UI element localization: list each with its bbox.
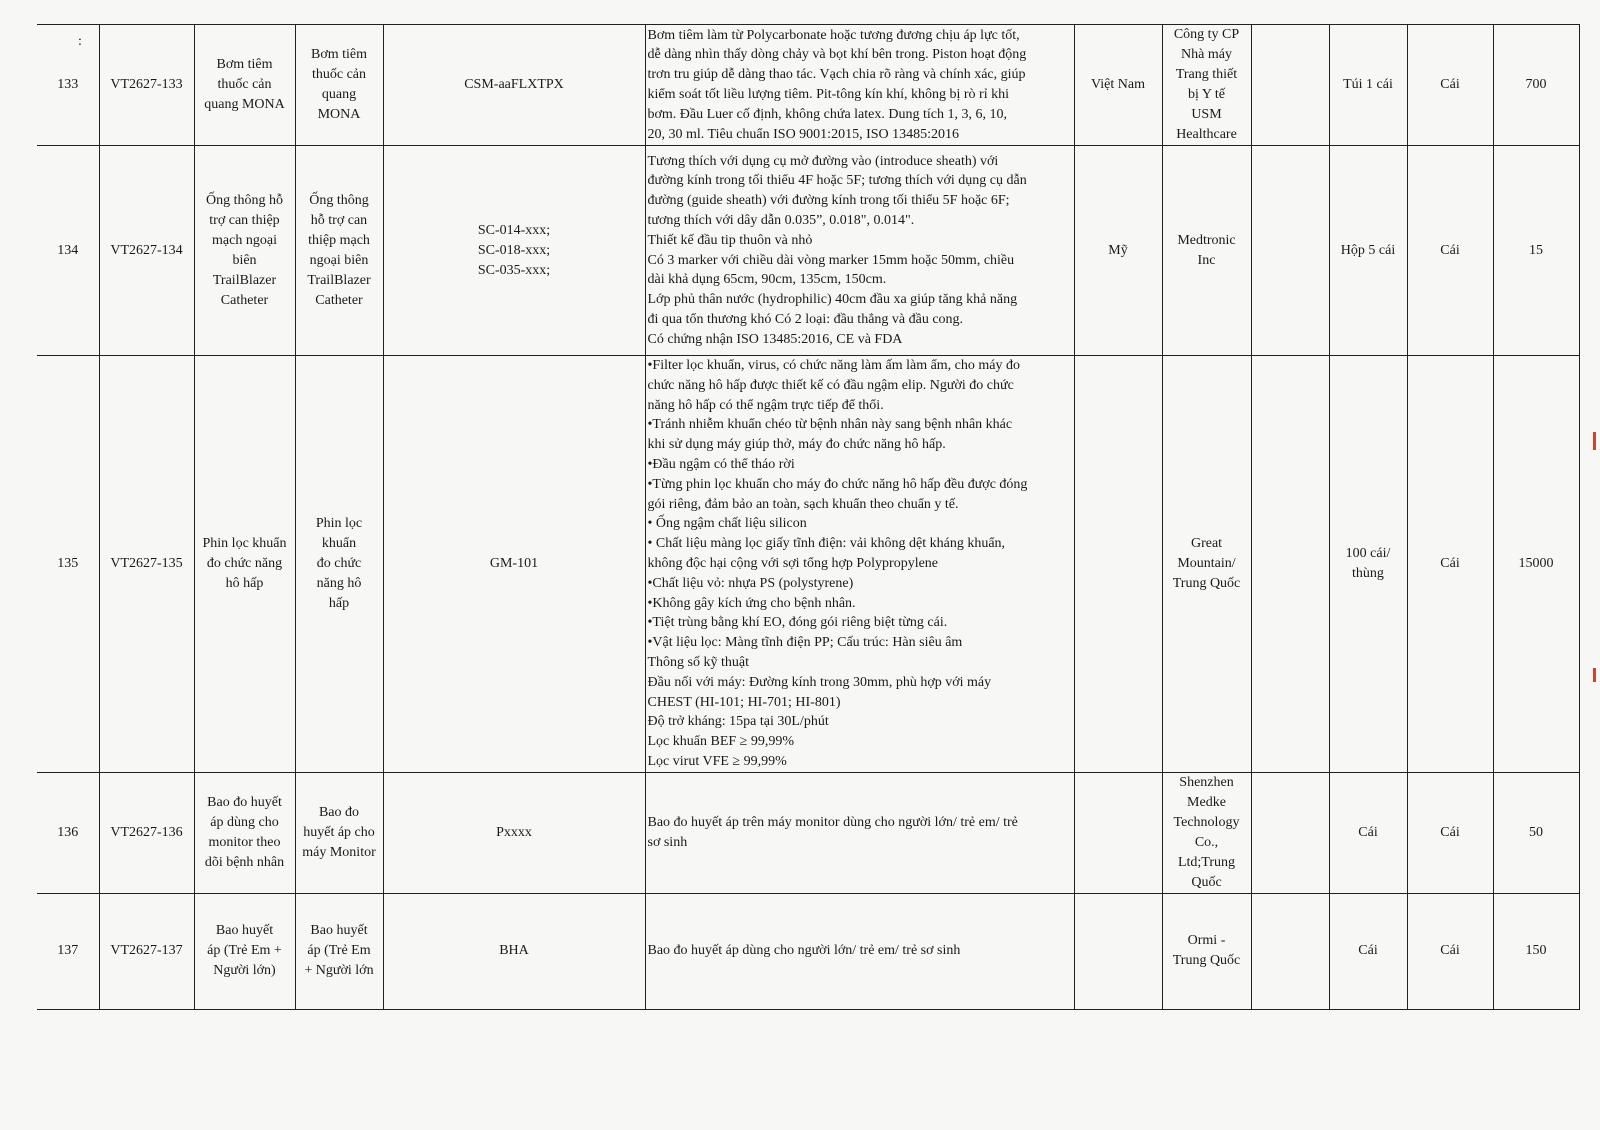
manufacturer-line: bị Y tế — [1187, 87, 1226, 102]
trade-name-cell — [295, 893, 383, 1009]
item-code-cell — [99, 146, 194, 356]
manufacturer-line: Co., — [1194, 834, 1219, 850]
item-code: VT2627-136 — [110, 824, 183, 840]
unit: Cái — [1440, 77, 1460, 92]
model-line: SC-035-xxx; — [477, 262, 551, 278]
description-line: Bơm tiêm làm từ Polycarbonate hoặc tương đương chịu áp lực tốt, — [647, 27, 1020, 43]
description-line: không độc hại cộng với sợi tổng hợp Polypropylene — [647, 555, 939, 571]
origin-cell — [1074, 772, 1162, 893]
trade-name-cell — [295, 25, 383, 146]
manufacturer-line: USM — [1191, 107, 1222, 122]
item-name-line: Bao huyết — [215, 923, 274, 939]
manufacturer-line: Mountain/ — [1177, 555, 1236, 571]
item-name-line: Ống thông hỗ — [206, 192, 283, 208]
table-row — [37, 25, 1579, 146]
model-line: Pxxxx — [496, 824, 532, 840]
trade-name-line: ngoại biên — [309, 252, 369, 268]
item-name-line: đo chức năng — [206, 555, 283, 571]
empty-cell — [1251, 772, 1329, 893]
packaging-line: thùng — [1352, 565, 1384, 581]
table-row — [37, 893, 1579, 1009]
description-cell — [645, 356, 1074, 773]
origin-country: Mỹ — [1108, 242, 1128, 258]
description-line: Thông số kỹ thuật — [647, 654, 749, 670]
model-line: BHA — [499, 943, 529, 959]
manufacturer-line: Healthcare — [1176, 127, 1237, 142]
description-line: Tương thích với dụng cụ mở đường vào (introduce sheath) với — [647, 153, 999, 169]
manufacturer-line: Medtronic — [1177, 232, 1236, 248]
item-name-line: biên — [232, 252, 257, 268]
trade-name-cell — [295, 772, 383, 893]
quantity: 700 — [1525, 77, 1547, 92]
description-line: khi sử dụng máy giúp thở, máy đo chức năng hô hấp. — [647, 437, 946, 453]
row-number: 136 — [57, 824, 79, 840]
item-name-line: Bơm tiêm — [216, 57, 273, 72]
trade-name-line: máy Monitor — [302, 844, 376, 860]
packaging-cell — [1329, 893, 1407, 1009]
trade-name-line: Bao huyết — [310, 923, 368, 939]
packaging-cell — [1329, 356, 1407, 773]
unit: Cái — [1440, 555, 1460, 571]
unit-cell — [1407, 146, 1493, 356]
model-cell — [383, 356, 645, 773]
trade-name-line: Bơm tiêm — [310, 47, 367, 62]
manufacturer-line: Great — [1190, 535, 1223, 551]
description-cell — [645, 893, 1074, 1009]
item-code-cell — [99, 772, 194, 893]
quantity-cell — [1493, 146, 1579, 356]
trade-name-line: TrailBlazer — [307, 272, 371, 288]
description-line: Có chứng nhận ISO 13485:2016, CE và FDA — [647, 331, 903, 347]
empty-cell — [1251, 25, 1329, 146]
description-line: kiểm soát tốt liều lượng tiêm. Pit-tông kín khí, không bị rò rỉ khi — [647, 87, 1009, 102]
trade-name-line: hấp — [328, 595, 350, 611]
item-name-line: thuốc cản — [217, 77, 272, 92]
item-code-cell — [99, 25, 194, 146]
unit-cell — [1407, 356, 1493, 773]
manufacturer-cell — [1162, 893, 1251, 1009]
scan-edge-mark — [1593, 432, 1596, 450]
model-line: CSM-aaFLXTPX — [464, 77, 564, 92]
unit-cell — [1407, 25, 1493, 146]
item-code: VT2627-137 — [110, 943, 183, 959]
manufacturer-line: Ltd;Trung — [1177, 854, 1236, 870]
description-line: bơm. Đầu Luer cố định, không chứa latex. Dung tích 1, 3, 6, 10, — [647, 106, 1007, 122]
item-code: VT2627-135 — [110, 555, 183, 571]
item-name-line: dõi bệnh nhân — [204, 854, 285, 870]
description-cell — [645, 772, 1074, 893]
item-code-cell — [99, 356, 194, 773]
description-line: •Vật liệu lọc: Màng tĩnh điện PP; Cấu trúc: Hàn siêu âm — [647, 635, 963, 651]
product-table — [37, 24, 1580, 1010]
item-name-line: mạch ngoại — [212, 232, 277, 248]
item-name-cell — [194, 146, 295, 356]
description-line: Lọc virut VFE ≥ 99,99% — [647, 753, 787, 769]
packaging-cell — [1329, 146, 1407, 356]
description-line: tương thích với dây dẫn 0.035”, 0.018", 0.014". — [647, 212, 915, 228]
trade-name-line: hỗ trợ can — [310, 212, 368, 228]
item-name-cell — [194, 772, 295, 893]
item-name-line: monitor theo — [208, 834, 281, 850]
description-line: dài khả dụng 65cm, 90cm, 135cm, 150cm. — [647, 272, 887, 288]
trade-name-line: quang — [321, 87, 357, 102]
description-line: đi qua tổn thương khó Có 2 loại: đầu thẳng và đầu cong. — [647, 311, 964, 327]
description-cell — [645, 25, 1074, 146]
unit: Cái — [1440, 242, 1460, 258]
trade-name-line: Bao đo — [318, 804, 360, 820]
unit: Cái — [1440, 824, 1460, 840]
packaging: Túi 1 cái — [1343, 77, 1393, 92]
item-name-line: trợ can thiệp — [209, 212, 280, 228]
origin-cell — [1074, 25, 1162, 146]
item-name-line: áp (Trẻ Em + — [207, 943, 282, 959]
trade-name-line: thuốc cản — [311, 67, 367, 82]
quantity: 50 — [1529, 824, 1543, 840]
quantity-cell — [1493, 772, 1579, 893]
packaging: Cái — [1358, 824, 1378, 840]
description-line: 20, 30 ml. Tiêu chuẩn ISO 9001:2015, ISO 13485:2016 — [647, 126, 960, 142]
row-number-cell — [37, 356, 99, 773]
trade-name-cell — [295, 356, 383, 773]
unit-cell — [1407, 893, 1493, 1009]
row-number-cell — [37, 25, 99, 146]
row-number-cell — [37, 146, 99, 356]
packaging-line: 100 cái/ — [1345, 545, 1391, 561]
model-line: SC-018-xxx; — [477, 242, 551, 258]
manufacturer-cell — [1162, 25, 1251, 146]
description-line: trơn tru giúp dễ dàng thao tác. Vạch chia rõ ràng và chính xác, giúp — [647, 67, 1026, 83]
row-number-cell — [37, 772, 99, 893]
item-name-line: Bao đo huyết — [207, 794, 282, 810]
manufacturer-cell — [1162, 356, 1251, 773]
trade-name-line: năng hô — [316, 575, 362, 591]
model-cell — [383, 772, 645, 893]
empty-cell — [1251, 893, 1329, 1009]
model-line: GM-101 — [489, 555, 539, 571]
description-line: Bao đo huyết áp trên máy monitor dùng cho người lớn/ trẻ em/ trẻ — [647, 814, 1018, 830]
model-cell — [383, 893, 645, 1009]
item-name-line: quang MONA — [204, 97, 285, 112]
description-line: Độ trở kháng: 15pa tại 30L/phút — [647, 714, 829, 730]
trade-name-line: áp (Trẻ Em — [307, 943, 371, 959]
trade-name-line: + Người lớn — [304, 963, 374, 979]
trade-name-line: MONA — [317, 107, 361, 122]
manufacturer-cell — [1162, 772, 1251, 893]
quantity: 15000 — [1518, 555, 1554, 571]
manufacturer-line: Trung Quốc — [1172, 953, 1241, 969]
item-name-line: áp dùng cho — [210, 814, 279, 830]
unit-cell — [1407, 772, 1493, 893]
trade-name-cell — [295, 146, 383, 356]
description-line: Đầu nối với máy: Đường kính trong 30mm, phù hợp với máy — [647, 674, 992, 690]
scan-edge-mark — [1593, 668, 1596, 682]
item-code-cell — [99, 893, 194, 1009]
item-name-line: Phin lọc khuẩn — [202, 535, 287, 551]
row-number-cell — [37, 893, 99, 1009]
description-line: Bao đo huyết áp dùng cho người lớn/ trẻ em/ trẻ sơ sinh — [647, 943, 961, 959]
item-code: VT2627-133 — [110, 77, 183, 92]
item-code: VT2627-134 — [110, 242, 183, 258]
item-name-cell — [194, 356, 295, 773]
origin-country: Việt Nam — [1091, 77, 1145, 92]
manufacturer-line: Ormi - — [1187, 933, 1226, 949]
description-line: • Ống ngậm chất liệu silicon — [647, 516, 807, 532]
trade-name-line: Ống thông — [309, 192, 369, 208]
trade-name-line: huyết áp cho — [303, 824, 375, 840]
table-row — [37, 356, 1579, 773]
manufacturer-line: Công ty CP — [1173, 27, 1240, 42]
description-line: CHEST (HI-101; HI-701; HI-801) — [647, 694, 841, 710]
origin-cell — [1074, 356, 1162, 773]
packaging-cell — [1329, 25, 1407, 146]
description-line: đường kính trong tối thiểu 4F hoặc 5F; tương thích với dụng cụ dẫn — [647, 173, 1027, 189]
manufacturer-line: Inc — [1197, 252, 1216, 268]
row-number: 134 — [57, 242, 79, 258]
item-name-line: Người lớn) — [213, 963, 276, 979]
quantity-cell — [1493, 25, 1579, 146]
manufacturer-line: Quốc — [1191, 874, 1222, 890]
item-name-line: Catheter — [220, 292, 269, 308]
trade-name-line: thiệp mạch — [308, 232, 370, 248]
manufacturer-line: Trang thiết — [1175, 67, 1238, 82]
origin-cell — [1074, 146, 1162, 356]
description-line: Thiết kế đầu tip thuôn và nhỏ — [647, 232, 813, 248]
quantity-cell — [1493, 356, 1579, 773]
description-line: Lọc khuẩn BEF ≥ 99,99% — [647, 734, 795, 750]
trade-name-line: đo chức — [316, 555, 362, 571]
description-line: Lớp phủ thân nước (hydrophilic) 40cm đầu xa giúp tăng khả năng — [647, 292, 1018, 308]
item-name-line: TrailBlazer — [212, 272, 277, 288]
description-line: Có 3 marker với chiều dài vòng marker 15mm hoặc 50mm, chiều — [647, 252, 1015, 268]
item-name-line: hô hấp — [225, 575, 264, 591]
model-line: SC-014-xxx; — [477, 222, 551, 238]
empty-cell — [1251, 146, 1329, 356]
origin-cell — [1074, 893, 1162, 1009]
manufacturer-line: Shenzhen — [1179, 774, 1234, 790]
row-number: 135 — [57, 555, 79, 571]
description-line: • Chất liệu màng lọc giấy tĩnh điện: vải không dệt kháng khuẩn, — [647, 536, 1006, 552]
description-line: •Từng phin lọc khuẩn cho máy đo chức năng hô hấp đều được đóng — [647, 476, 1028, 492]
table-row — [37, 146, 1579, 356]
packaging: Cái — [1358, 943, 1378, 959]
row-number: 133 — [57, 77, 79, 92]
manufacturer-line: Technology — [1173, 814, 1240, 830]
model-cell — [383, 25, 645, 146]
description-line: •Tiệt trùng bằng khí EO, đóng gói riêng biệt từng cái. — [647, 615, 948, 631]
packaging-cell — [1329, 772, 1407, 893]
unit: Cái — [1440, 943, 1460, 959]
packaging: Hộp 5 cái — [1340, 242, 1396, 258]
description-cell — [645, 146, 1074, 356]
description-line: đường (guide sheath) với đường kính trong tối thiểu 5F hoặc 6F; — [647, 193, 1010, 209]
quantity: 150 — [1525, 943, 1547, 959]
description-line: năng hô hấp có thể ngậm trực tiếp để thổi. — [647, 397, 884, 413]
description-line: dễ dàng nhìn thấy dòng chảy và bọt khí bên trong. Piston hoạt động — [647, 47, 1027, 63]
trade-name-line: Catheter — [315, 292, 363, 308]
description-line: •Chất liệu vỏ: nhựa PS (polystyrene) — [647, 575, 854, 591]
item-name-cell — [194, 893, 295, 1009]
description-line: chức năng hô hấp được thiết kế có đầu ngậm elip. Người đo chức — [647, 377, 1014, 393]
empty-cell — [1251, 356, 1329, 773]
description-line: sơ sinh — [647, 834, 688, 850]
manufacturer-cell — [1162, 146, 1251, 356]
row-number: 137 — [57, 943, 79, 959]
description-line: gói riêng, đảm bảo an toàn, sạch khuẩn theo chuẩn y tế. — [647, 496, 959, 512]
description-line: •Filter lọc khuẩn, virus, có chức năng làm ấm làm ẩm, cho máy đo — [647, 358, 1021, 373]
trade-name-line: khuẩn — [321, 535, 357, 551]
manufacturer-line: Medke — [1187, 794, 1226, 810]
margin-mark: : — [78, 34, 82, 49]
trade-name-line: Phin lọc — [315, 515, 363, 531]
quantity-cell — [1493, 893, 1579, 1009]
manufacturer-line: Nhà máy — [1181, 47, 1232, 62]
description-line: •Tránh nhiễm khuẩn chéo từ bệnh nhân này sang bệnh nhân khác — [647, 417, 1013, 433]
manufacturer-line: Trung Quốc — [1172, 575, 1241, 591]
description-line: •Không gây kích ứng cho bệnh nhân. — [647, 595, 856, 611]
item-name-cell — [194, 25, 295, 146]
description-line: •Đầu ngậm có thể tháo rời — [647, 456, 795, 472]
table-row — [37, 772, 1579, 893]
model-cell — [383, 146, 645, 356]
quantity: 15 — [1529, 242, 1543, 258]
